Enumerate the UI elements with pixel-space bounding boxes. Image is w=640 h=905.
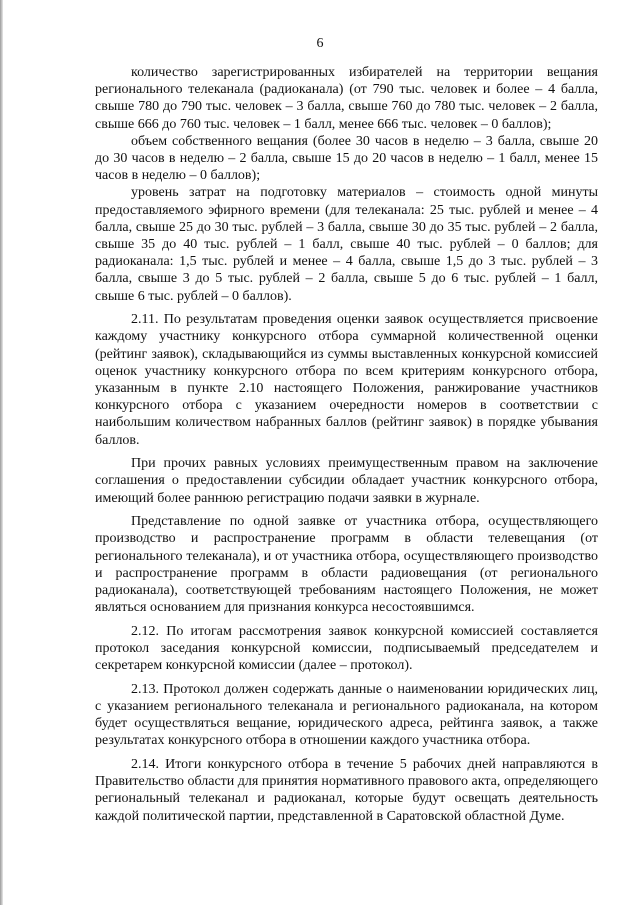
paragraph-equal-conditions: При прочих равных условиях преимущественным правом на заключение соглашения о предоставлении субсидии обладает участник конкурсного отбора, имеющий более раннюю регистрацию подачи заявки в журнале. [95, 456, 598, 506]
document-body [95, 64, 598, 831]
paragraph-2-12: 2.12. По итогам рассмотрения заявок конкурсной комиссией составляется протокол заседания конкурсной комиссии, подписываемый председателем и секретарем конкурсной комиссии (далее – протокол). [95, 623, 598, 674]
scan-edge-shadow [0, 0, 3, 905]
paragraph-broadcast-volume-criterion: объем собственного вещания (более 30 часов в неделю – 3 балла, свыше 20 до 30 часов в неделю – 2 балла, свыше 15 до 20 часов в неделю – 1 балл, менее 15 часов в неделю – 0 баллов); [95, 133, 598, 184]
paragraph-2-13: 2.13. Протокол должен содержать данные о наименовании юридических лиц, с указанием регионального телеканала и регионального радиоканала, на котором будет осуществляться вещание, юридического адреса, рейтинга заявок, а также результатах конкурсного отбора в отношении каждого участника отбора. [95, 681, 598, 749]
page-number: 6 [316, 36, 324, 51]
paragraph-2-11: 2.11. По результатам проведения оценки заявок осуществляется присвоение каждому участнику конкурсного отбора суммарной количественной оценки (рейтинг заявок), складывающийся из суммы выставленных конкурсной комиссией оценок участнику конкурсного отбора по всем критериям конкурсного отбора, указанным в пункте 2.10 настоящего Положения, ранжирование участников конкурсного отбора с указанием очередности номеров в соответствии с наибольшим количеством набранных баллов (рейтинг заявок) в порядке убывания баллов. [95, 312, 598, 448]
paragraph-2-14: 2.14. Итоги конкурсного отбора в течение 5 рабочих дней направляются в Правительство области для принятия нормативного правового акта, определяющего региональный телеканал и радиоканал, которые будут освещать деятельность каждой политической партии, представленной в Саратовской областной Думе. [95, 757, 598, 824]
paragraph-cost-criterion: уровень затрат на подготовку материалов – стоимость одной минуты предоставляемого эфирного времени (для телеканала: 25 тыс. рублей и менее – 4 балла, свыше 25 до 30 тыс. рублей – 3 балла, свыше 30 до 35 тыс. рублей – 2 балла, свыше 35 до 40 тыс. рублей – 1 балл, свыше 40 тыс. рублей – 0 баллов; для радиоканала: 1,5 тыс. рублей и менее – 4 балла, свыше 1,5 до 3 тыс. рублей – 3 балла, свыше 3 до 5 тыс. рублей – 2 балла, свыше 5 до 6 тыс. рублей – 1 балл, свыше 6 тыс. рублей – 0 баллов). [95, 185, 598, 304]
paragraph-voters-criterion: количество зарегистрированных избирателей на территории вещания регионального телеканала (радиоканала) (от 790 тыс. человек и более – 4 балла, свыше 780 до 790 тыс. человек – 3 балла, свыше 760 до 780 тыс. человек – 2 балла, свыше 666 до 760 тыс. человек – 1 балл, менее 666 тыс. человек – 0 баллов); [95, 65, 598, 132]
paragraph-single-application: Представление по одной заявке от участника отбора, осуществляющего производство и распространение программ в области телевещания (от регионального телеканала), и от участника отбора, осуществляющего производство и распространение программ в области радиовещания (от регионального радиоканала), соответствующей требованиям настоящего Положения, не может являться основанием для признания конкурса несостоявшимся. [95, 514, 598, 616]
